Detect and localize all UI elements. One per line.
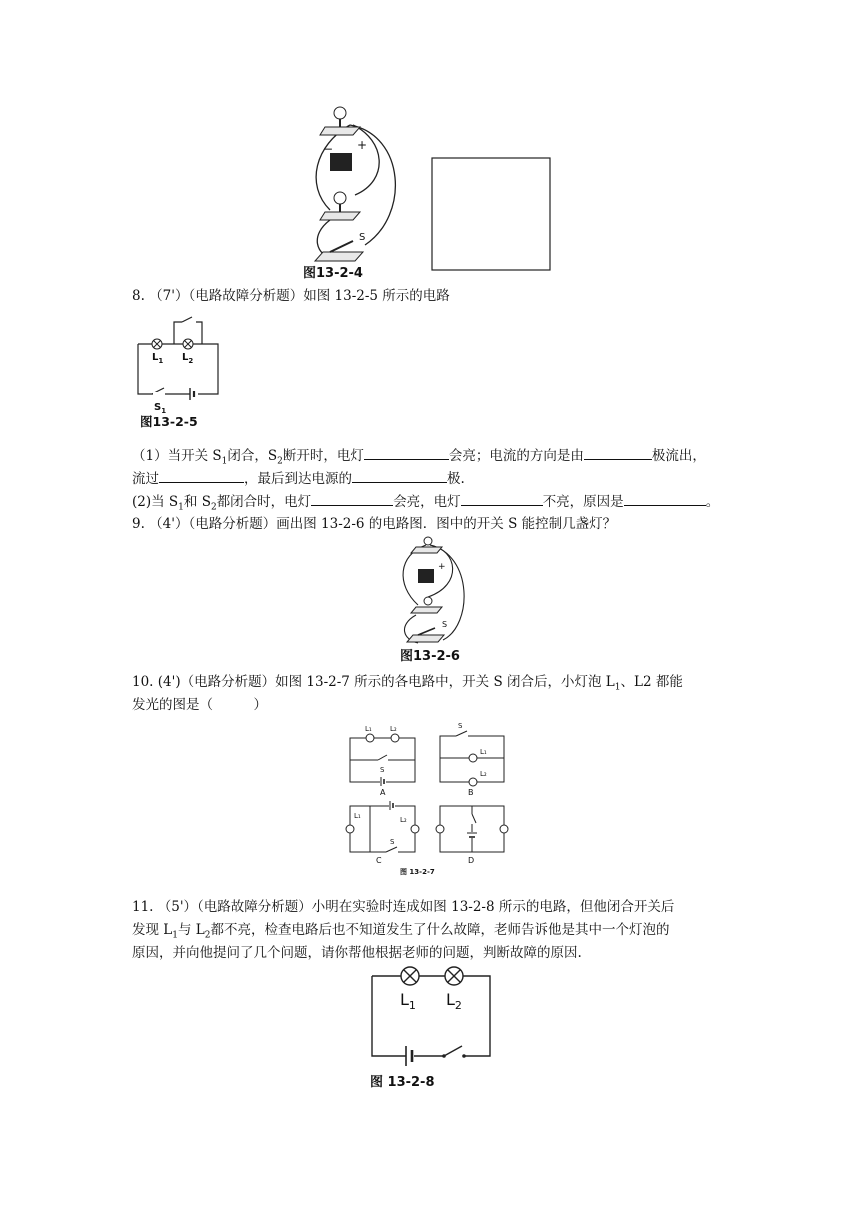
figure-13-2-4 (295, 95, 595, 285)
svg-text:+: + (438, 562, 446, 572)
svg-text:L1: $L_1$ (400, 990, 416, 1012)
svg-text:S: S (390, 838, 395, 846)
svg-text:D: D (468, 856, 475, 865)
q8-part2: (2)当 $S_1$和 $S_2$都闭合时，电灯 会亮，电灯 不亮，原因是 。 (132, 491, 719, 518)
svg-text:L₂: L₂ (400, 816, 407, 824)
q10-line1: 10. (4')（电路分析题）如图 13-2-7 所示的各电路中，开关 S 闭合后，小灯泡 $L_1$、L2 都能 (132, 674, 683, 693)
switch-label: S (359, 232, 366, 243)
q11-line3: 原因，并向他提问了几个问题，请你帮他根据老师的问题，判断故障的原因. (132, 945, 582, 961)
answer-blank[interactable] (352, 468, 447, 483)
q8-title: 8. （7'）（电路故障分析题）如图 13-2-5 所示的电路 (132, 288, 450, 304)
svg-text:L₁: L₁ (480, 748, 487, 756)
answer-blank[interactable] (311, 491, 393, 506)
circuit-d[interactable] (436, 806, 508, 865)
figure-caption: 图13-2-5 (140, 414, 198, 429)
q11-line1: 11. （5'）（电路故障分析题）小明在实验时连成如图 13-2-8 所示的电路，但他闭合开关后 (132, 899, 675, 915)
circuit-b[interactable] (440, 722, 504, 797)
svg-text:L₂: L₂ (390, 725, 397, 733)
q8-part1-line2: 流过 ，最后到达电源的 极. (132, 468, 465, 489)
svg-text:L₂: L₂ (480, 770, 487, 778)
answer-blank[interactable] (584, 445, 652, 460)
svg-text:A: A (380, 788, 386, 797)
q10-line2: 发光的图是（ ） (132, 697, 267, 713)
circuit-a[interactable] (350, 725, 415, 797)
answer-blank[interactable] (461, 491, 543, 506)
svg-text:L2: $L_2$ (182, 352, 194, 365)
minus-label: − (323, 142, 334, 156)
q9-title: 9. （4'）（电路分析题）画出图 13-2-6 的电路图．图中的开关 S 能控制几盏灯？ (132, 516, 617, 532)
svg-text:S: S (458, 722, 463, 730)
svg-text:S: S (442, 620, 448, 629)
circuit-c[interactable] (346, 801, 419, 865)
svg-text:L₁: L₁ (354, 812, 361, 820)
figure-13-2-8 (368, 962, 498, 1092)
svg-text:L₁: L₁ (365, 725, 372, 733)
q11-line2: 发现 $L_1$与 $L_2$都不亮，检查电路后也不知道发生了什么故障，老师告诉他是其中一个灯泡的 (132, 922, 670, 941)
figure-13-2-6 (388, 535, 488, 665)
answer-blank[interactable] (159, 468, 244, 483)
svg-text:C: C (376, 856, 382, 865)
figure-13-2-7 (340, 718, 520, 878)
q8-part1-line1: （1）当开关 $S_1$闭合，$S_2$断开时，电灯 会亮；电流的方向是由 极流出， (132, 445, 706, 472)
figure-caption: 图13-2-6 (400, 649, 460, 664)
answer-blank[interactable] (624, 491, 706, 506)
svg-text:L2: $L_2$ (446, 990, 462, 1012)
figure-caption: 图 13-2-8 (370, 1075, 435, 1090)
svg-text:L1: $L_1$ (152, 352, 164, 365)
plus-label: + (357, 138, 368, 152)
figure-caption: 图13-2-4 (303, 266, 363, 281)
figure-caption: 图 13-2-7 (400, 868, 435, 876)
figure-13-2-5 (130, 312, 230, 432)
answer-drawing-box (432, 158, 550, 270)
svg-text:B: B (468, 788, 474, 797)
answer-blank[interactable] (364, 445, 449, 460)
svg-text:S: S (380, 766, 385, 774)
svg-text:S1: $S_1$ (154, 402, 167, 415)
